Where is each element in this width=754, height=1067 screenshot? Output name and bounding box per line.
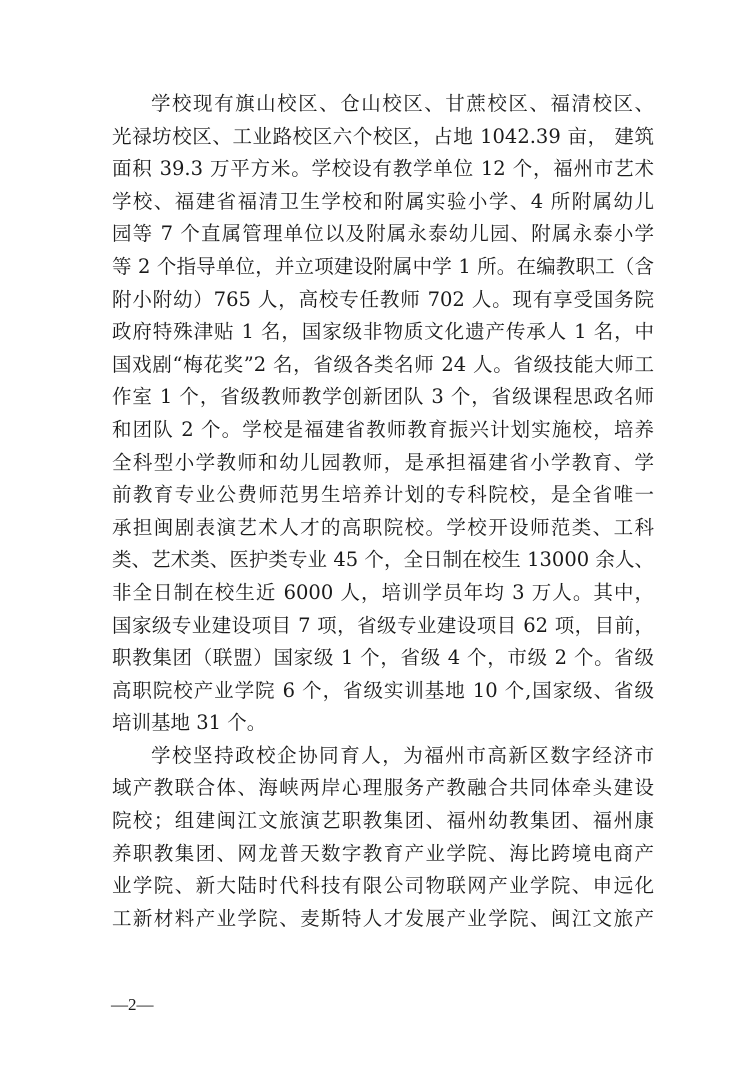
page-number: —2—	[111, 995, 154, 1014]
text-line: 培训基地 31 个。	[112, 711, 267, 735]
text-line: 学校坚持政校企协同育人，为福州市高新区数字经济市	[151, 743, 654, 767]
text-line: 等 2 个指导单位，并立项建设附属中学 1 所。在编教职工（含	[112, 254, 654, 278]
text-line: 养职教集团、网龙普天数字教育产业学院、海比跨境电商产	[112, 841, 654, 865]
paragraph-campuses	[112, 88, 654, 740]
text-line: 工新材料产业学院、麦斯特人才发展产业学院、闽江文旅产	[112, 906, 654, 930]
text-line: 光禄坊校区、工业路校区六个校区，占地 1042.39 亩， 建筑	[112, 124, 654, 148]
text-line: 全科型小学教师和幼儿园教师，是承担福建省小学教育、学	[112, 450, 654, 474]
text-line: 作室 1 个，省级教师教学创新团队 3 个，省级课程思政名师	[112, 385, 654, 409]
text-line: 国家级专业建设项目 7 项，省级专业建设项目 62 项，目前，	[112, 613, 654, 637]
document-body	[112, 88, 654, 935]
text-line: 面积 39.3 万平方米。学校设有教学单位 12 个，福州市艺术	[112, 157, 654, 181]
text-line: 学校现有旗山校区、仓山校区、甘蔗校区、福清校区、	[151, 92, 654, 115]
text-line: 园等 7 个直属管理单位以及附属永泰幼儿园、附属永泰小学	[112, 222, 654, 246]
text-line: 域产教联合体、海峡两岸心理服务产教融合共同体牵头建设	[112, 776, 654, 800]
text-line: 业学院、新大陆时代科技有限公司物联网产业学院、申远化	[112, 874, 654, 898]
paragraph-collaboration	[112, 740, 654, 936]
text-line: 承担闽剧表演艺术人才的高职院校。学校开设师范类、工科	[112, 515, 654, 539]
text-line: 和团队 2 个。学校是福建省教师教育振兴计划实施校，培养	[112, 417, 654, 441]
text-line: 高职院校产业学院 6 个，省级实训基地 10 个,国家级、省级	[112, 678, 654, 702]
text-line: 政府特殊津贴 1 名，国家级非物质文化遗产传承人 1 名，中	[112, 320, 654, 344]
text-line: 非全日制在校生近 6000 人，培训学员年均 3 万人。其中，	[112, 580, 654, 604]
text-line: 院校；组建闽江文旅演艺职教集团、福州幼教集团、福州康	[112, 809, 654, 833]
text-line: 附小附幼）765 人，高校专任教师 702 人。现有享受国务院	[112, 287, 654, 311]
text-line: 前教育专业公费师范男生培养计划的专科院校，是全省唯一	[112, 483, 654, 507]
text-line: 职教集团（联盟）国家级 1 个，省级 4 个，市级 2 个。省级	[112, 646, 654, 670]
text-line: 学校、福建省福清卫生学校和附属实验小学、4 所附属幼儿	[112, 189, 654, 213]
text-line: 类、艺术类、医护类专业 45 个，全日制在校生 13000 余人、	[112, 548, 654, 572]
text-line: 国戏剧“梅花奖”2 名，省级各类名师 24 人。省级技能大师工	[112, 352, 654, 376]
